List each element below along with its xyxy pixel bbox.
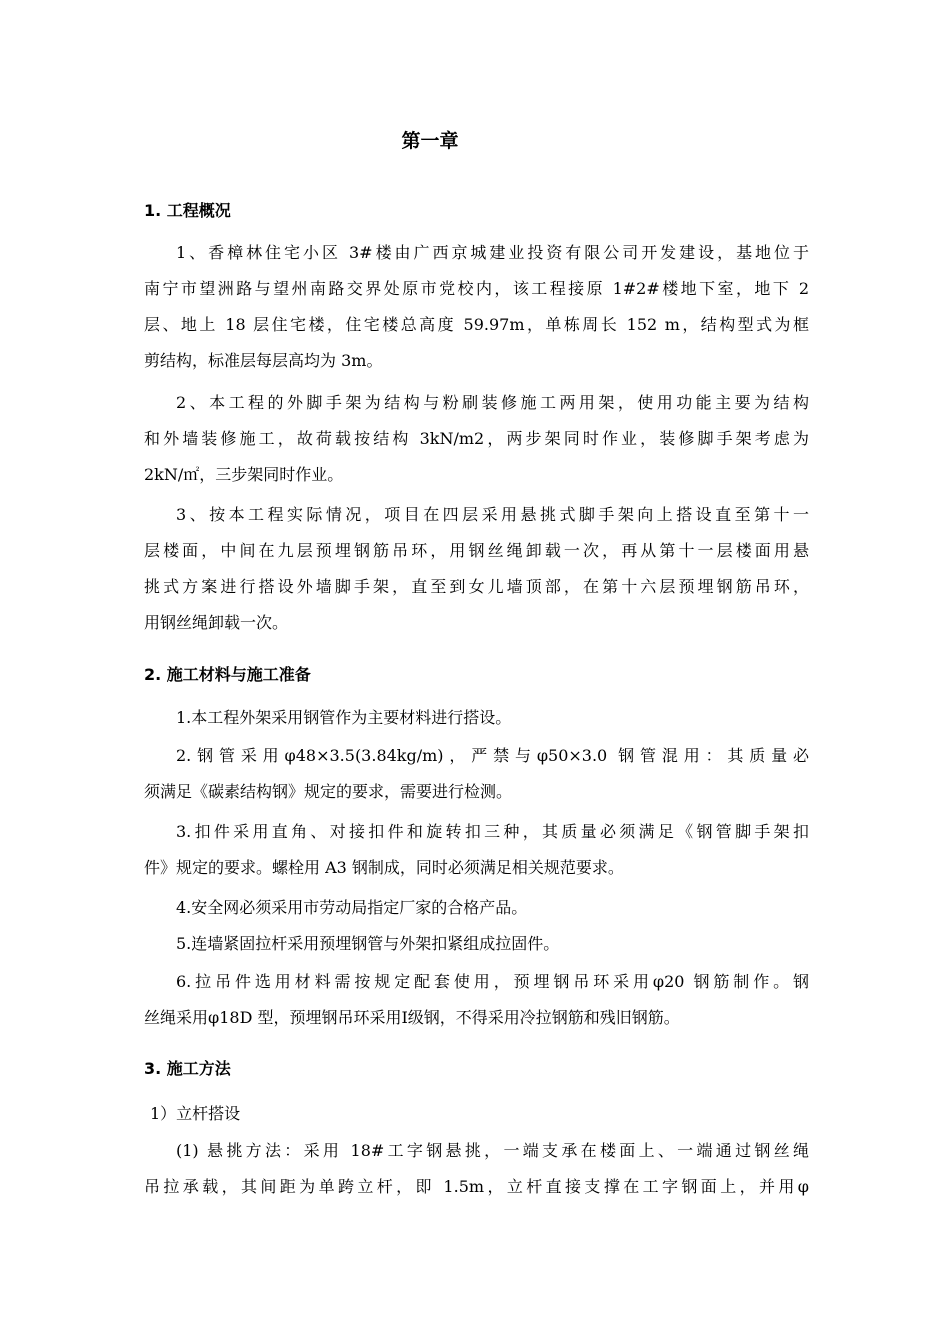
text-line: 3、按本工程实际情况，项目在四层采用悬挑式脚手架向上搭设直至第十一 — [176, 505, 809, 524]
chapter-title: 第一章 — [401, 130, 459, 152]
text-line: 5.连墙紧固拉杆采用预埋钢管与外架扣紧组成拉固件。 — [176, 934, 560, 953]
paragraph-2-5 — [144, 926, 809, 962]
paragraph-2-3 — [144, 814, 809, 886]
paragraph-1-1 — [144, 235, 809, 379]
text-line: 6.拉吊件选用材料需按规定配套使用，预埋钢吊环采用φ20 钢筋制作。钢 — [176, 972, 809, 991]
text-line: 1.本工程外架采用钢管作为主要材料进行搭设。 — [176, 708, 512, 727]
paragraph-1-2 — [144, 385, 809, 493]
paragraph-1-3 — [144, 497, 809, 641]
subheading: 1）立杆搭设 — [150, 1104, 241, 1123]
paragraph-2-1 — [144, 700, 809, 736]
paragraph-2-6 — [144, 964, 809, 1036]
text-line: 剪结构，标准层每层高均为 3m。 — [144, 351, 383, 370]
text-line: 吊拉承载，其间距为单跨立杆，即 1.5m，立杆直接支撑在工字钢面上，并用φ — [144, 1177, 809, 1196]
paragraph-3-1 — [144, 1133, 809, 1205]
text-line: 层、地上 18 层住宅楼，住宅楼总高度 59.97m，单栋周长 152 m，结构型式为框 — [144, 315, 809, 334]
text-line: 丝绳采用φ18D 型，预埋钢吊环采用Ⅰ级钢，不得采用冷拉钢筋和残旧钢筋。 — [144, 1008, 680, 1027]
section-heading-3: 3. 施工方法 — [144, 1059, 231, 1078]
text-line: 1、香樟林住宅小区 3#楼由广西京城建业投资有限公司开发建设，基地位于 — [176, 243, 809, 262]
text-line: 挑式方案进行搭设外墙脚手架，直至到女儿墙顶部，在第十六层预埋钢筋吊环， — [144, 577, 809, 596]
text-line: 2kN/㎡，三步架同时作业。 — [144, 465, 344, 484]
text-line: 件》规定的要求。螺栓用 A3 钢制成，同时必须满足相关规范要求。 — [144, 858, 624, 877]
section-heading-1: 1. 工程概况 — [144, 201, 231, 220]
text-line: (1) 悬挑方法：采用 18#工字钢悬挑，一端支承在楼面上、一端通过钢丝绳 — [176, 1141, 809, 1160]
text-line: 须满足《碳素结构钢》规定的要求，需要进行检测。 — [144, 782, 513, 801]
text-line: 和外墙装修施工，故荷载按结构 3kN/m2，两步架同时作业，装修脚手架考虑为 — [144, 429, 809, 448]
paragraph-2-4 — [144, 890, 809, 926]
paragraph-2-2 — [144, 738, 809, 810]
text-line: 南宁市望洲路与望州南路交界处原市党校内，该工程接原 1#2#楼地下室，地下 2 — [144, 279, 809, 298]
text-line: 层楼面，中间在九层预埋钢筋吊环，用钢丝绳卸载一次，再从第十一层楼面用悬 — [144, 541, 809, 560]
text-line: 2、本工程的外脚手架为结构与粉刷装修施工两用架，使用功能主要为结构 — [176, 393, 809, 412]
text-line: 2.钢管采用φ48×3.5(3.84kg/m)，严禁与φ50×3.0 钢管混用：其质量必 — [176, 746, 809, 765]
text-line: 用钢丝绳卸载一次。 — [144, 613, 289, 632]
text-line: 3.扣件采用直角、对接扣件和旋转扣三种，其质量必须满足《钢管脚手架扣 — [176, 822, 809, 841]
section-heading-2: 2. 施工材料与施工准备 — [144, 665, 311, 684]
text-line: 4.安全网必须采用市劳动局指定厂家的合格产品。 — [176, 898, 528, 917]
